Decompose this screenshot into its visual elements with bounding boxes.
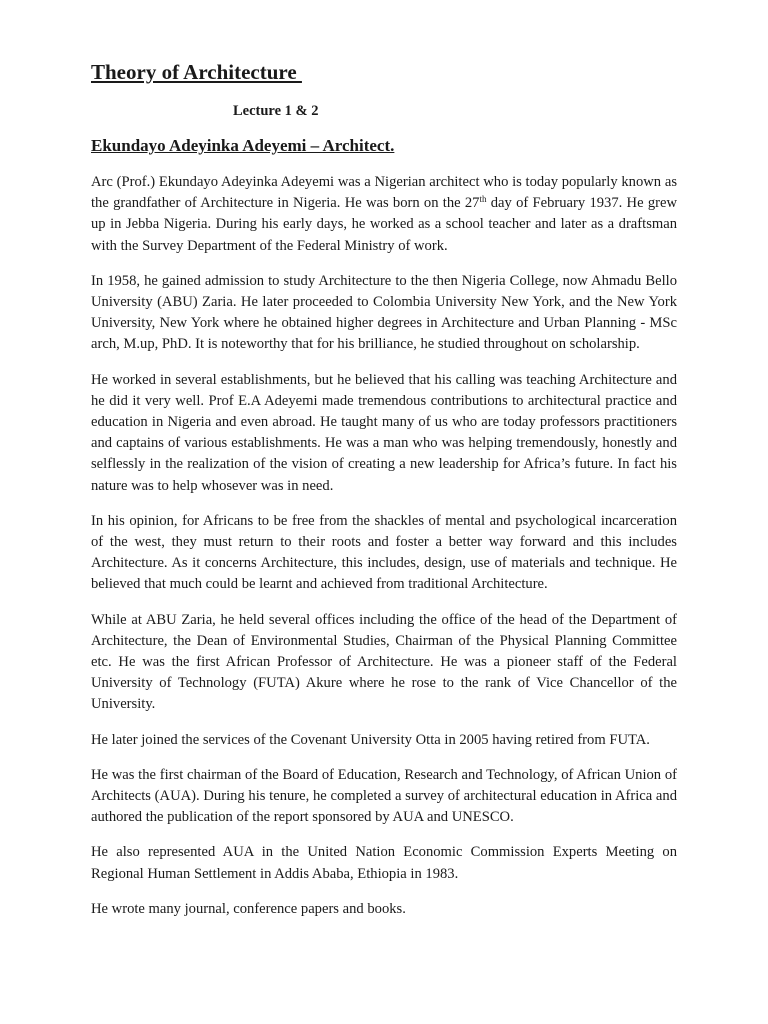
paragraph-8: He also represented AUA in the United Nation Economic Commission Experts Meeting on Regional Human Settlement in Addis Ababa, Ethiopia in 1983.	[91, 844, 677, 882]
section-heading: Ekundayo Adeyinka Adeyemi – Architect.	[91, 136, 395, 155]
paragraph-9: He wrote many journal, conference papers and books.	[91, 900, 406, 917]
document-body	[91, 172, 677, 934]
paragraph-1	[91, 172, 677, 257]
paragraph-1-text-b: day of February 1937. He grew up in Jebba Nigeria. During his early days, he worked as a school teacher and later as a draftsman with the Survey Department of the Federal Ministry of work.	[91, 195, 678, 254]
document-title: Theory of Architecture	[91, 60, 302, 84]
paragraph-4: In his opinion, for Africans to be free from the shackles of mental and psychological incarceration of the west, they must return to their roots and foster a better way forward and this includes Architecture. As it concerns Architecture, this includes, design, use of materials and technique. He believed that much could be learnt and achieved from traditional Architecture.	[91, 512, 677, 593]
lecture-label: Lecture 1 & 2	[233, 103, 319, 119]
paragraph-3: He worked in several establishments, but he believed that his calling was teaching Architecture and he did it very well. Prof E.A Adeyemi made tremendous contributions to architectural practice and education in Nigeria and even abroad. He taught many of us who are today professors practitioners and captains of various establishments. He was a man who was helping tremendously, honestly and selflessly in the realization of the vision of creating a new leadership for Africa’s future. In fact his nature was to help whosever was in need.	[91, 371, 677, 494]
paragraph-5: While at ABU Zaria, he held several offices including the office of the head of the Department of Architecture, the Dean of Environmental Studies, Chairman of the Physical Planning Committee etc. He was the first African Professor of Architecture. He was a pioneer staff of the Federal University of Technology (FUTA) Akure where he rose to the rank of Vice Chancellor of the University.	[91, 611, 677, 713]
paragraph-1-text-a: Arc (Prof.) Ekundayo Adeyinka Adeyemi was a Nigerian architect who is today popularly known as the grandfather of Architecture in Nigeria. He was born on the 27	[91, 174, 677, 212]
paragraph-6: He later joined the services of the Covenant University Otta in 2005 having retired from FUTA.	[91, 731, 650, 748]
paragraph-7: He was the first chairman of the Board of Education, Research and Technology, of African Union of Architects (AUA). During his tenure, he completed a survey of architectural education in Africa and authored the publication of the report sponsored by AUA and UNESCO.	[91, 766, 677, 826]
paragraph-2: In 1958, he gained admission to study Architecture to the then Nigeria College, now Ahmadu Bello University (ABU) Zaria. He later proceeded to Colombia University New York, and the New York University, New York where he obtained higher degrees in Architecture and Urban Planning - MSc arch, M.up, PhD. It is noteworthy that for his brilliance, he studied throughout on scholarship.	[91, 272, 677, 353]
ordinal-suffix: th	[479, 194, 487, 205]
